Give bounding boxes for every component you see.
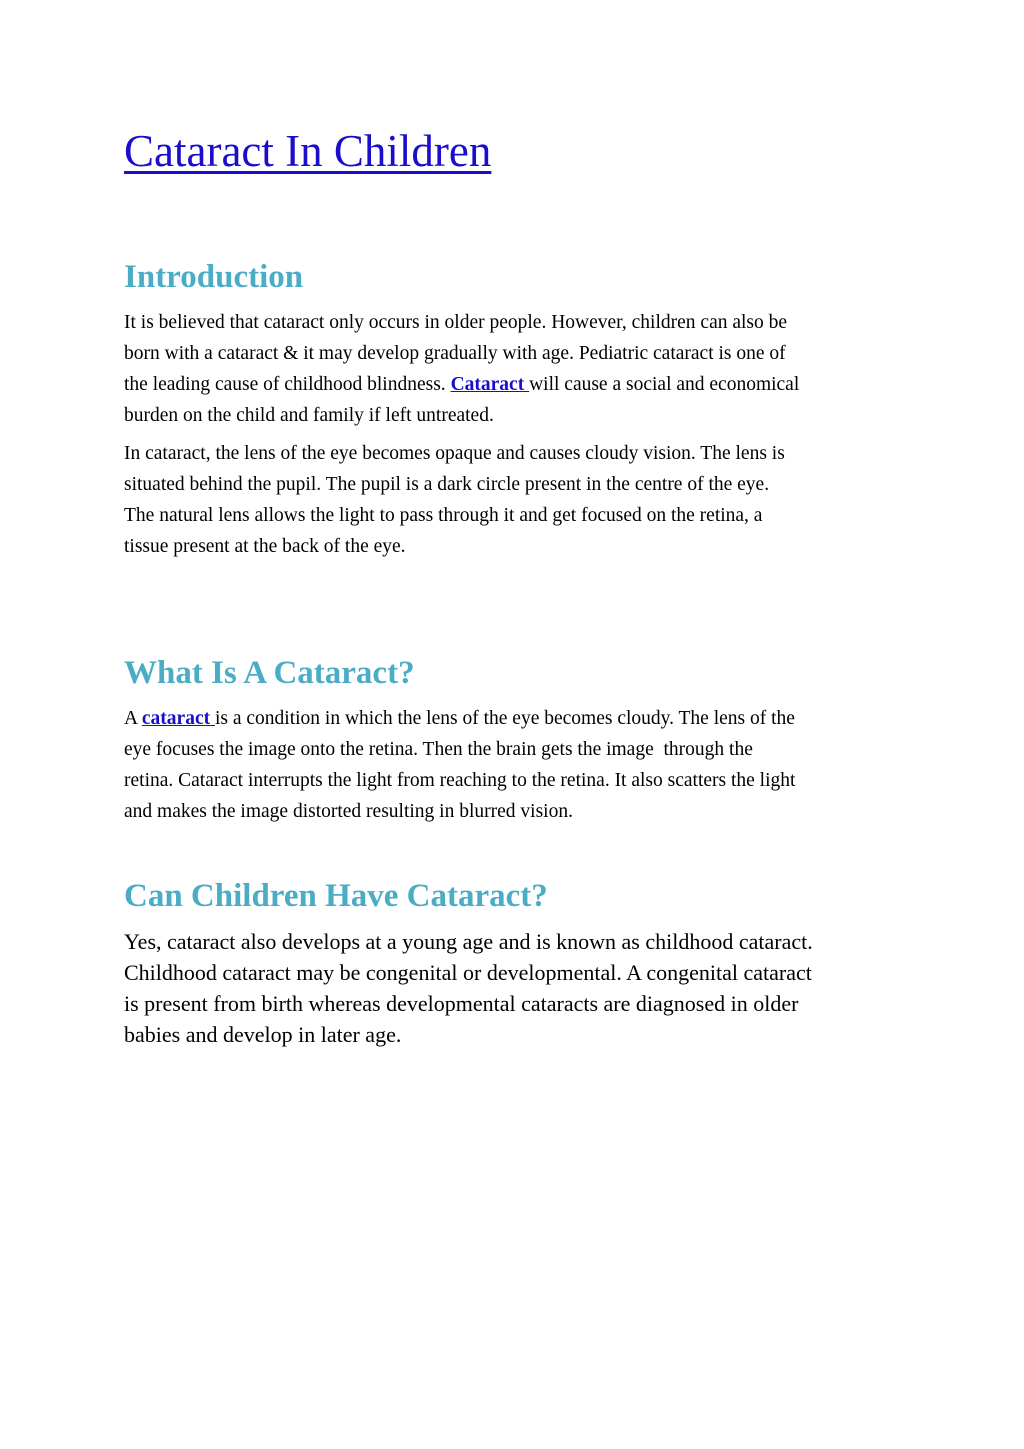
text-line: and makes the image distorted resulting in blurred vision. xyxy=(124,801,573,822)
can-children-have-cataract-paragraph xyxy=(124,926,884,1050)
title-link[interactable]: Cataract In Children xyxy=(124,126,492,176)
text-segment: is a condition in which the lens of the eye becomes cloudy. The lens of the xyxy=(214,708,795,729)
text-line: eye focuses the image onto the retina. Then the brain gets the image through the xyxy=(124,739,753,760)
introduction-heading: Introduction xyxy=(124,259,304,295)
text-line: babies and develop in later age. xyxy=(124,1022,402,1047)
cataract-link[interactable]: cataract xyxy=(141,708,215,729)
text-line: In cataract, the lens of the eye becomes opaque and causes cloudy vision. The lens is xyxy=(124,443,785,464)
text-line: is present from birth whereas developmental cataracts are diagnosed in older xyxy=(124,991,799,1016)
text-line: born with a cataract & it may develop gradually with age. Pediatric cataract is one of xyxy=(124,343,786,364)
introduction-paragraph-1 xyxy=(124,307,909,431)
text-line: Childhood cataract may be congenital or developmental. A congenital cataract xyxy=(124,960,812,985)
can-children-have-cataract-heading: Can Children Have Cataract? xyxy=(124,878,548,914)
text-line xyxy=(124,703,909,734)
introduction-paragraph-2 xyxy=(124,438,909,562)
text-line: The natural lens allows the light to pass through it and get focused on the retina, a xyxy=(124,505,763,526)
text-line: tissue present at the back of the eye. xyxy=(124,536,406,557)
text-segment: will cause a social and economical xyxy=(529,374,800,395)
what-is-cataract-heading: What Is A Cataract? xyxy=(124,655,415,691)
text-segment: the leading cause of childhood blindness. xyxy=(124,374,451,395)
text-line: It is believed that cataract only occurs in older people. However, children can also be xyxy=(124,312,788,333)
page-title xyxy=(124,122,491,180)
cataract-link[interactable]: Cataract xyxy=(450,374,530,395)
text-line: situated behind the pupil. The pupil is a dark circle present in the centre of the eye. xyxy=(124,474,770,495)
text-line: retina. Cataract interrupts the light from reaching to the retina. It also scatters the light xyxy=(124,770,796,791)
text-line xyxy=(124,369,909,400)
text-segment: A xyxy=(124,708,142,729)
text-line: burden on the child and family if left untreated. xyxy=(124,405,494,426)
text-line: Yes, cataract also develops at a young age and is known as childhood cataract. xyxy=(124,929,813,954)
what-is-cataract-paragraph xyxy=(124,703,909,827)
